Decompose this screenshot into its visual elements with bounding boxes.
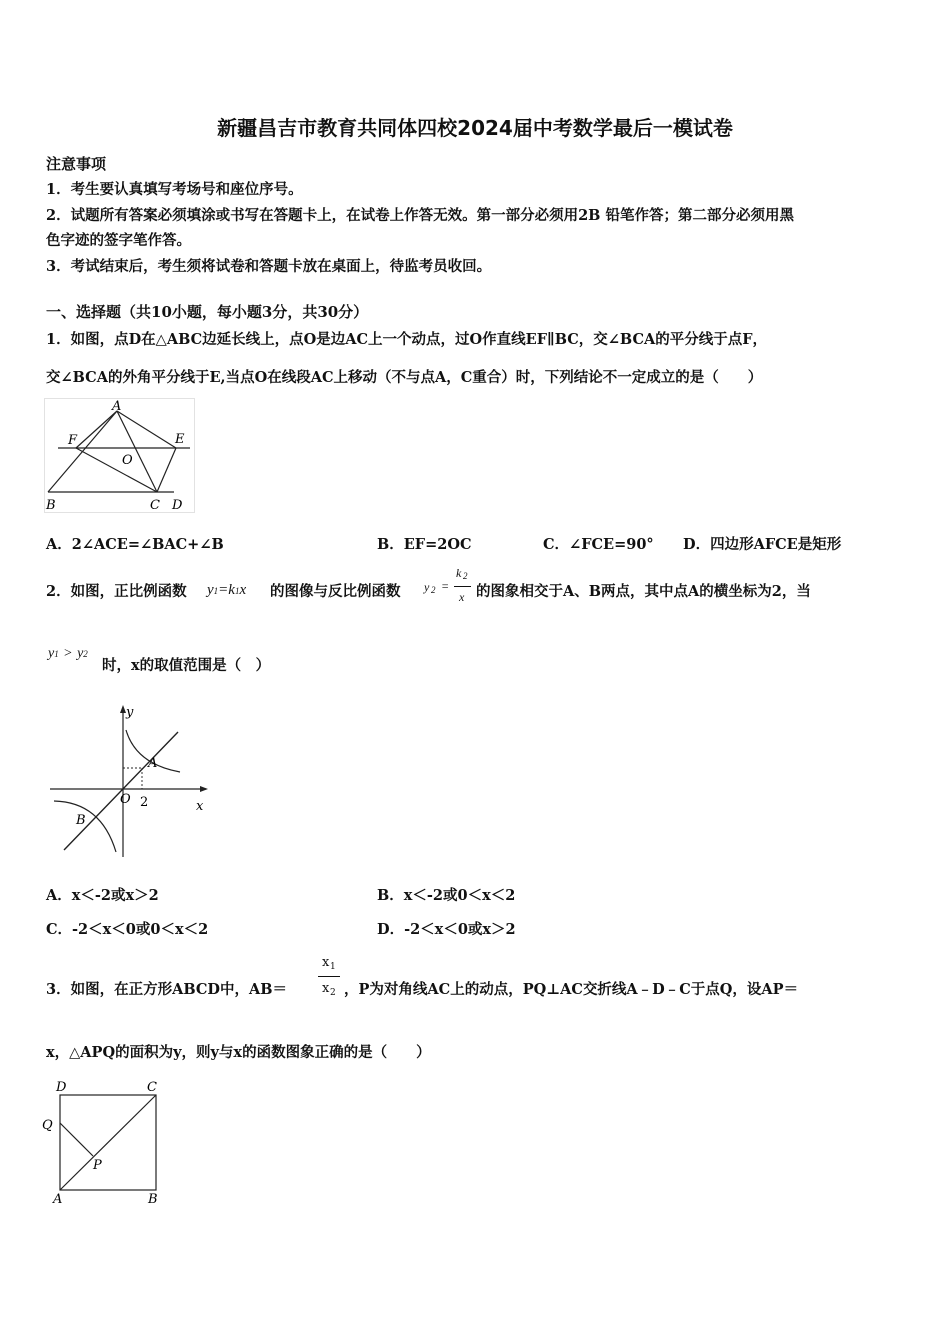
q1-label-b: B	[46, 498, 56, 513]
q1-label-e: E	[175, 432, 185, 447]
q2-option-c: C．-2＜x＜0或0＜x＜2	[46, 921, 209, 938]
note-item: 2．试题所有答案必须填涂或书写在答题卡上，在试卷上作答无效。第一部分必须用2B 铅笔作答；第二部分必须用黑	[46, 207, 794, 224]
q1-stem-line1: 1．如图，点D在△ABC边延长线上，点O是边AC上一个动点，过O作直线EF∥BC，交∠BCA的平分线于点F，	[46, 331, 768, 348]
q2-label-y: y	[126, 705, 134, 720]
q2-stem-part1: 2．如图，正比例函数	[46, 583, 187, 600]
q1-option-a: A．2∠ACE=∠BAC+∠B	[46, 536, 224, 553]
q1-label-o: O	[122, 453, 133, 468]
page-title: 新疆昌吉市教育共同体四校2024届中考数学最后一模试卷	[217, 116, 733, 140]
notes-heading: 注意事项	[46, 155, 107, 173]
q2-stem-part2: 的图像与反比例函数	[270, 583, 401, 600]
q1-label-f: F	[68, 433, 78, 448]
q2-option-a: A．x＜-2或x＞2	[46, 887, 159, 904]
q3-stem-part2: ，P为对角线AC上的动点，PQ⊥AC交折线A﹣D﹣C于点Q，设AP＝	[344, 981, 799, 998]
q1-label-d: D	[172, 498, 183, 513]
q3-label-a: A	[53, 1192, 63, 1207]
q3-stem-line2: x，△APQ的面积为y，则y与x的函数图象正确的是（ ）	[46, 1044, 431, 1061]
q2-condition: y1 > y2	[48, 646, 88, 661]
q3-stem-part1: 3．如图，在正方形ABCD中，AB＝	[46, 981, 287, 998]
q1-option-b: B．EF=2OC	[377, 536, 472, 553]
q1-label-c: C	[150, 498, 160, 513]
q2-label-2: 2	[140, 795, 149, 810]
q2-label-b: B	[76, 813, 86, 828]
q2-option-d: D．-2＜x＜0或x＞2	[377, 921, 516, 938]
q2-formula-direct: y1=k1x	[207, 582, 247, 598]
q1-label-a: A	[112, 399, 122, 414]
note-item: 色字迹的签字笔作答。	[46, 232, 191, 249]
q2-option-b: B．x＜-2或0＜x＜2	[377, 887, 516, 904]
note-item: 1．考生要认真填写考场号和座位序号。	[46, 181, 303, 198]
q1-option-c: C．∠FCE=90°	[543, 536, 654, 553]
note-item: 3．考试结束后，考生须将试卷和答题卡放在桌面上，待监考员收回。	[46, 258, 492, 275]
q3-figure	[40, 1076, 172, 1212]
q3-label-d: D	[56, 1080, 67, 1095]
q1-figure	[44, 398, 200, 516]
q3-label-p: P	[93, 1158, 102, 1173]
q2-label-a: A	[148, 756, 158, 771]
q3-label-b: B	[148, 1192, 158, 1207]
q2-stem-part3: 的图象相交于A、B两点，其中点A的横坐标为2，当	[476, 583, 811, 600]
q3-label-c: C	[147, 1080, 157, 1095]
q2-label-x: x	[196, 799, 204, 814]
q1-option-d: D．四边形AFCE是矩形	[683, 536, 842, 553]
q2-stem-part4: 时，x的取值范围是（ ）	[102, 657, 271, 674]
q2-label-o: O	[120, 792, 131, 807]
q1-stem-line2: 交∠BCA的外角平分线于E,当点O在线段AC上移动（不与点A，C重合）时，下列结论不一定成立的是（ ）	[46, 369, 763, 386]
q2-figure	[46, 702, 216, 862]
section-heading: 一、选择题（共10小题，每小题3分，共30分）	[46, 303, 369, 321]
q3-label-q: Q	[42, 1118, 53, 1133]
